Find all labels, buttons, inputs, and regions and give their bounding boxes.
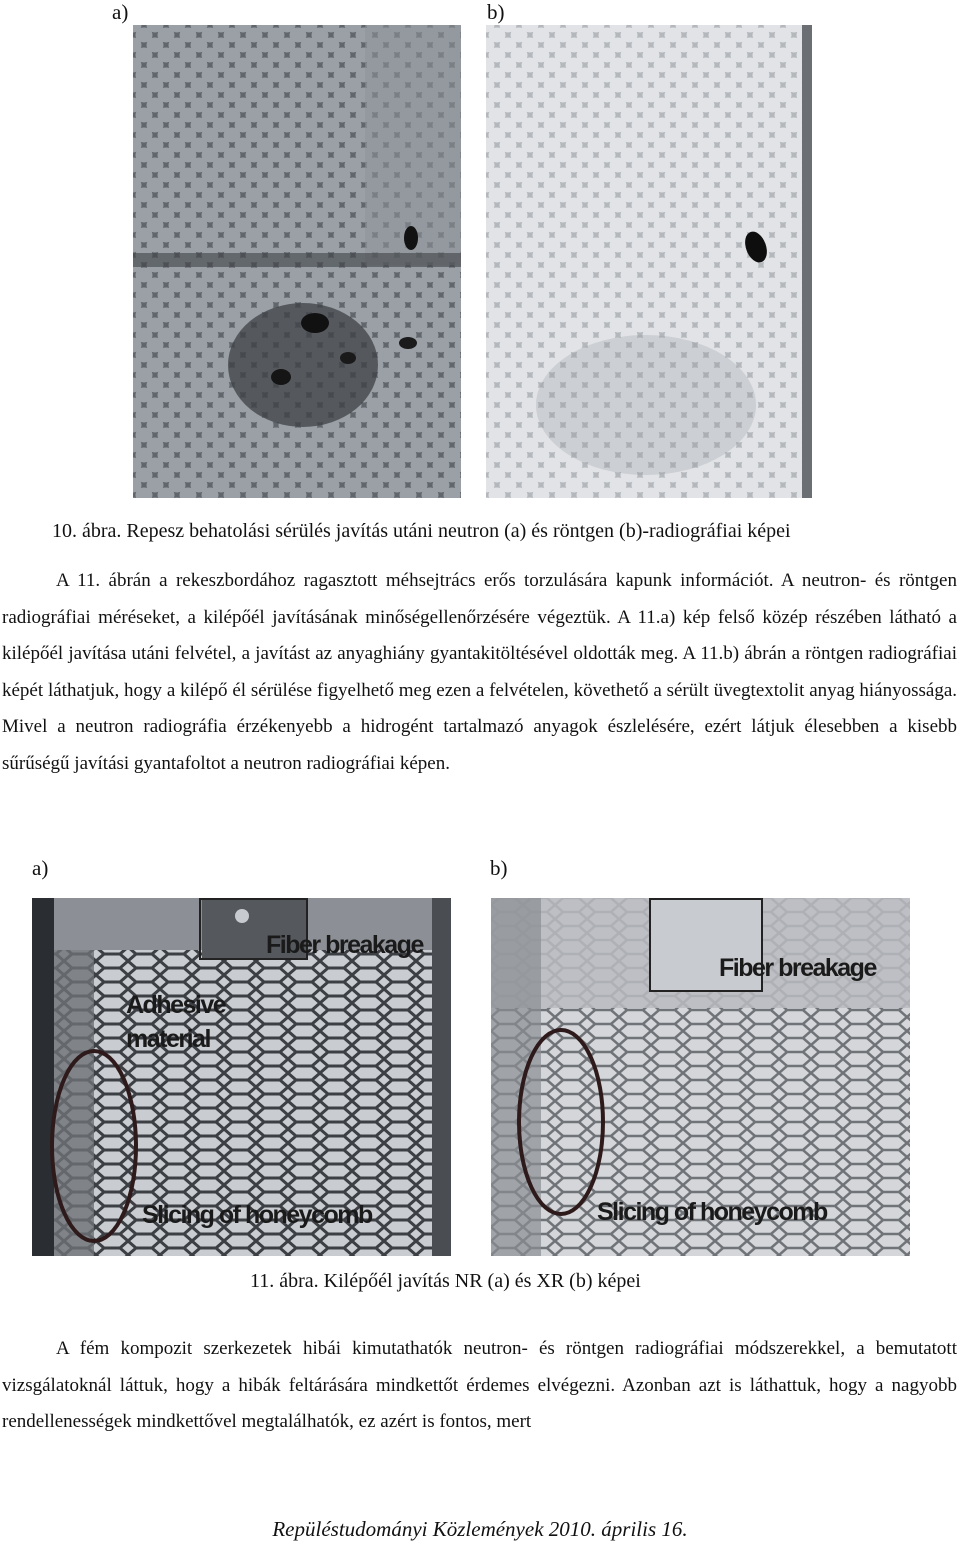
figure10-neutron-image xyxy=(133,25,461,498)
figure10-caption: 10. ábra. Repesz behatolási sérülés javítás utáni neutron (a) és röntgen (b)-radiográfiai képei xyxy=(52,520,791,542)
figure10-label-b: b) xyxy=(487,0,505,24)
figure11-label-b: b) xyxy=(490,856,508,880)
figure11-label-a: a) xyxy=(32,856,49,880)
figure11-a-adhesive-label: Adhesive material xyxy=(126,991,226,1053)
figure11-a-slicing-label: Slicing of honeycomb xyxy=(142,1201,372,1229)
figure10-label-a: a) xyxy=(112,0,129,24)
figure10-xray-image xyxy=(486,25,812,498)
figure11-a-fiber-label: Fiber breakage xyxy=(266,931,423,959)
figure11-b-slicing-label: Slicing of honeycomb xyxy=(597,1198,827,1226)
figure11-neutron-image xyxy=(32,898,451,1256)
paragraph-1: A 11. ábrán a rekeszbordához ragasztott méhsejtrács erős torzulására kapunk információt. A neutron- és röntgen radiográfiai méréseket, a kilépőél javításának minőségellenőrzésére végeztük. A 11.a) kép felső közép részében látható a kilépőél javítása utáni felvétel, a javítást az anyaghiány gyantakitöltésével oldották meg. A 11.b) ábrán a röntgen radiográfiai képét láthatjuk, hogy a kilépő él sérülése figyelhető meg ezen a felvételen, követhető a sérült üvegtextolit anyag hiányossága. Mivel a neutron radiográfia érzékenyebb a hidrogént tartalmazó anyagok észlelésére, ezért látjuk élesebben a kisebb sűrűségű javítási gyantafoltot a neutron radiográfiai képen. xyxy=(2,570,957,774)
figure11-b-fiber-label: Fiber breakage xyxy=(719,954,876,982)
figure11-caption: 11. ábra. Kilépőél javítás NR (a) és XR (b) képei xyxy=(250,1270,641,1292)
paragraph-2: A fém kompozit szerkezetek hibái kimutathatók neutron- és röntgen radiográfiai módszerekkel, a bemutatott vizsgálatoknál láttuk, hogy a hibák feltárására mindkettőt érdemes elvégezni. Azonban azt is láthattuk, hogy a nagyobb rendellenességek mindkettővel megtalálhatók, ez azért is fontos, mert xyxy=(2,1338,957,1432)
figure11-xray-image xyxy=(491,898,910,1256)
journal-footer: Repüléstudományi Közlemények 2010. április 16. xyxy=(272,1517,688,1541)
